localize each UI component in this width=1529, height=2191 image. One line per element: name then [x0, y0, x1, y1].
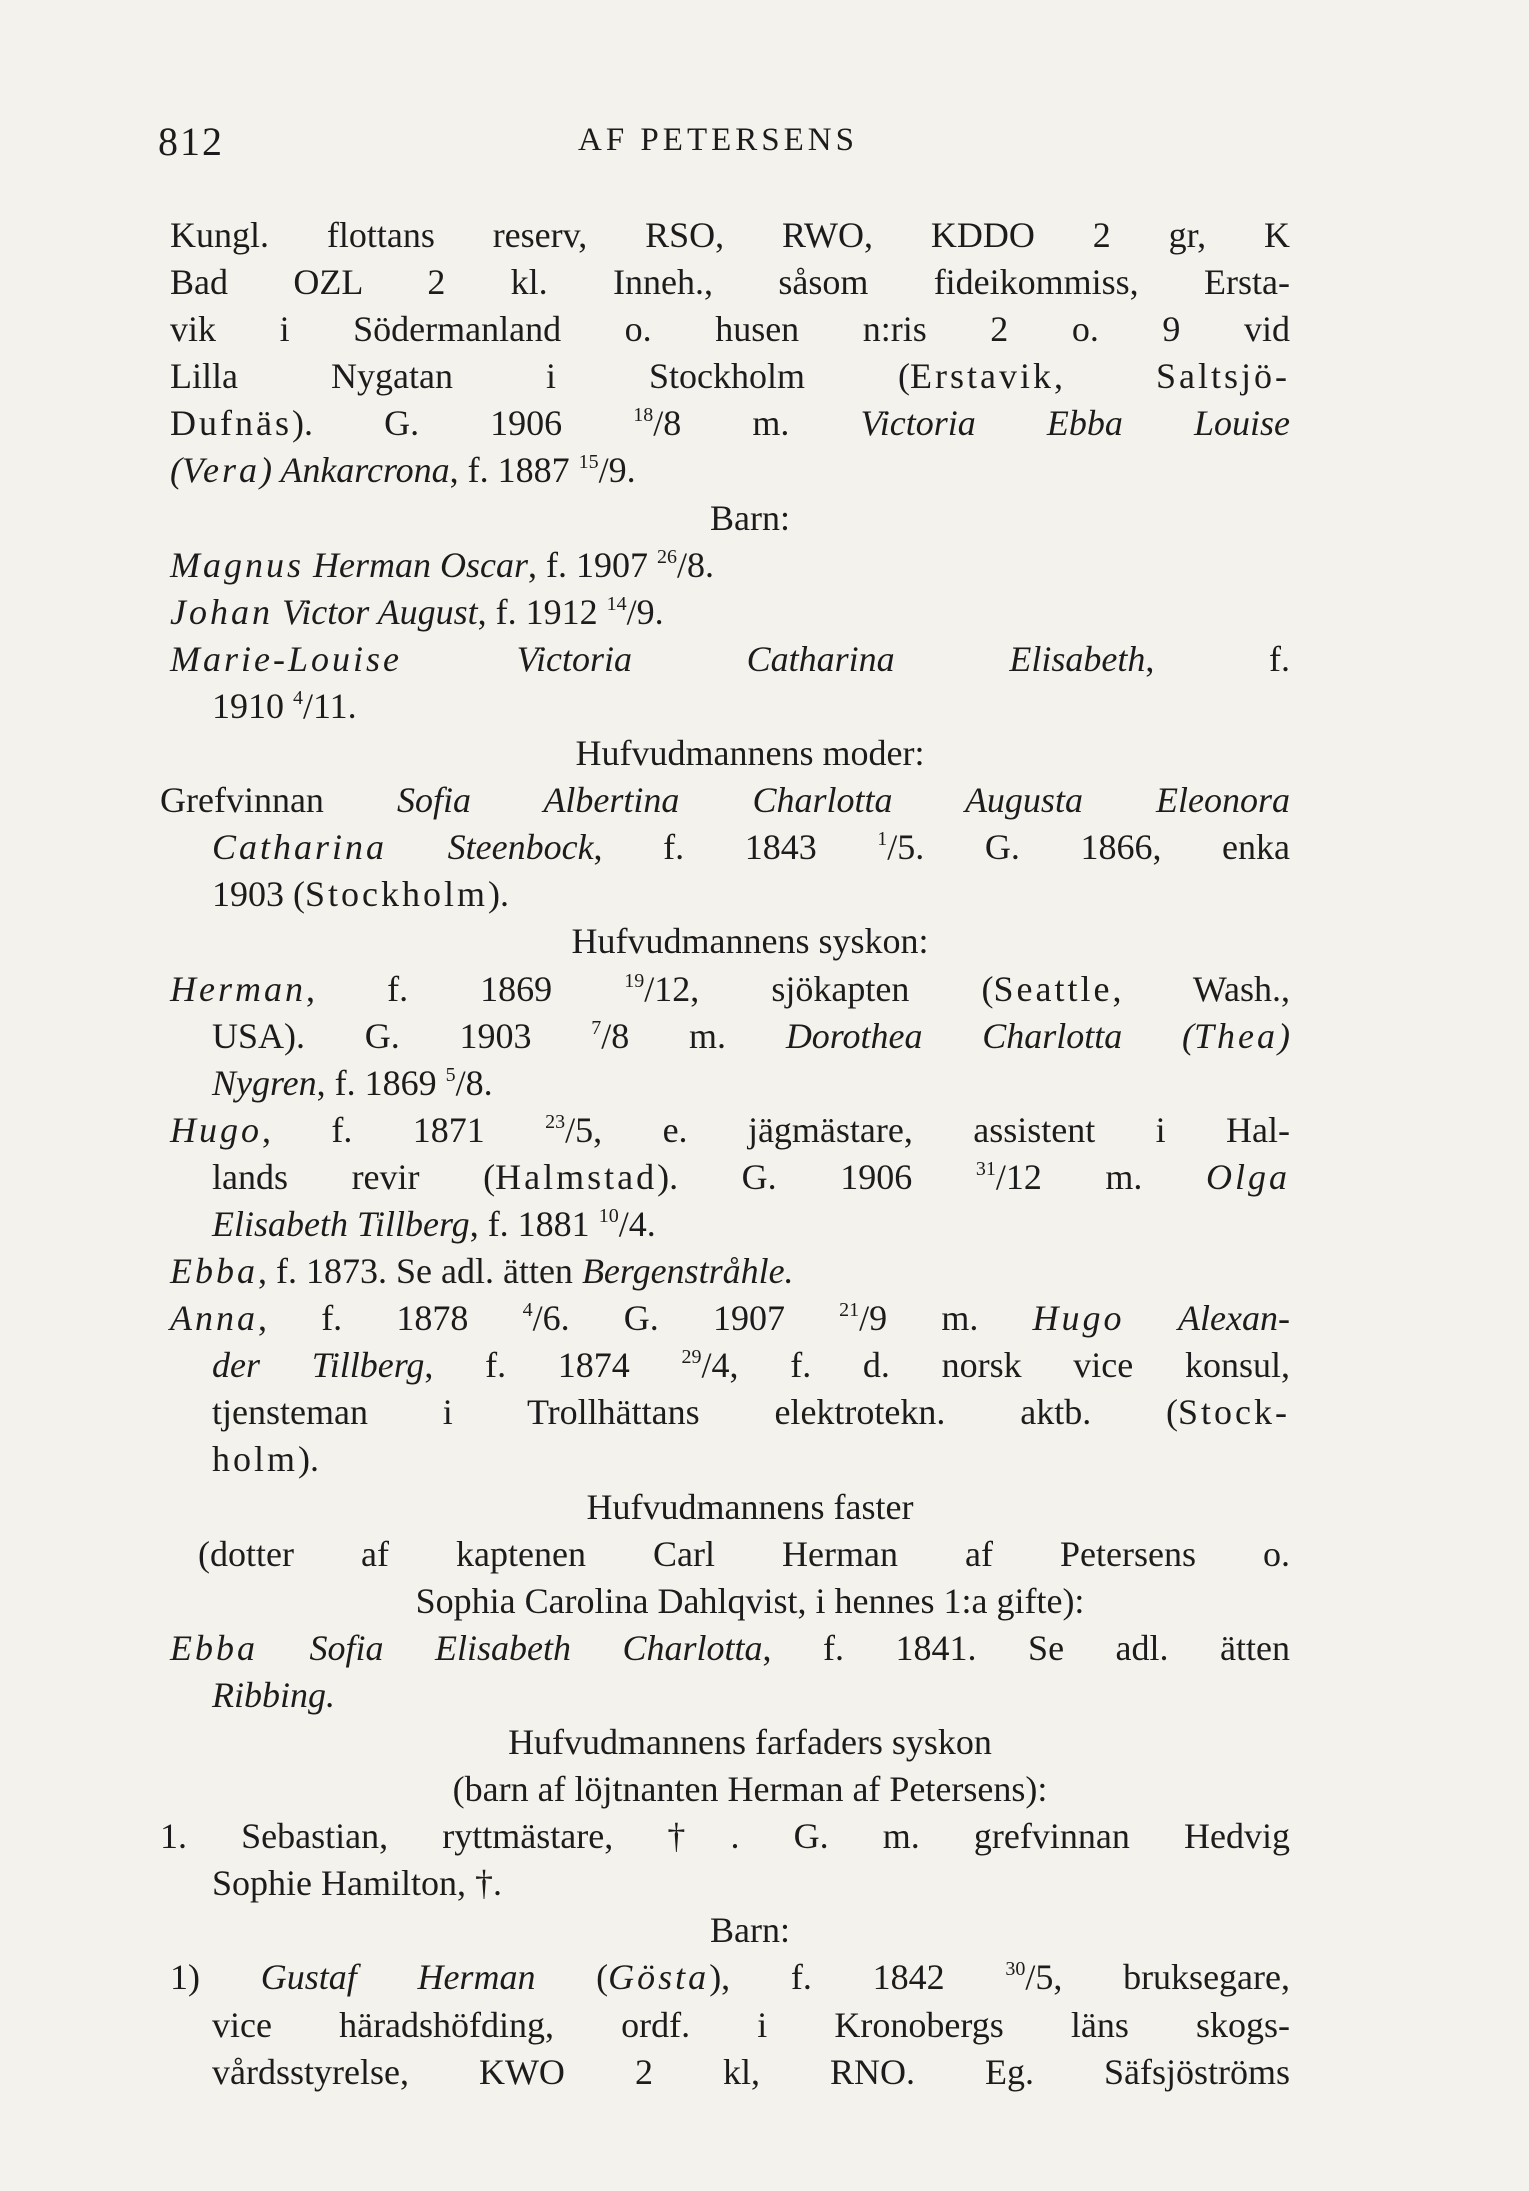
- text-line: Sophia Carolina Dahlqvist, i hennes 1:a gifte):: [415, 1580, 1085, 1621]
- text-line: USA). G. 1903 $^7$/8 m. Dorothea Charlotta (Thea): [212, 1015, 1290, 1056]
- page-number: 812: [158, 119, 224, 164]
- text-line: Herman, f. 1869 $^{19}$/12, sjökapten (Seattle, Wash.,: [170, 968, 1290, 1009]
- section-heading: Hufvudmannens farfaders syskon: [508, 1722, 992, 1762]
- text-line: Bad OZL 2 kl. Inneh., såsom fideikommiss, Ersta-: [170, 262, 1290, 303]
- genealogy-text: [160, 212, 1291, 2096]
- text-line: Ribbing.: [212, 1674, 335, 1715]
- running-head: AF PETERSENS: [578, 122, 858, 158]
- text-line: Kungl. flottans reserv, RSO, RWO, KDDO 2 gr, K: [170, 215, 1290, 255]
- text-line: Lilla Nygatan i Stockholm (Erstavik, Saltsjö-: [170, 356, 1290, 397]
- text-line: 1. Sebastian, ryttmästare, †. G. m. grefvinnan Hedvig: [160, 1816, 1290, 1857]
- section-heading: Hufvudmannens faster: [586, 1486, 914, 1527]
- section-heading: Barn:: [710, 497, 790, 538]
- section-heading: Hufvudmannens moder:: [575, 733, 925, 774]
- text-line: Elisabeth Tillberg, f. 1881 $^{10}$/4.: [212, 1203, 656, 1244]
- text-line: lands revir (Halmstad). G. 1906 $^{31}$/12 m. Olga: [212, 1156, 1290, 1197]
- text-line: (Vera) Ankarcrona, f. 1887 $^{15}$/9.: [170, 450, 636, 491]
- text-line: Ebba Sofia Elisabeth Charlotta, f. 1841. Se adl. ätten: [170, 1627, 1291, 1668]
- section-heading: Barn:: [710, 1910, 790, 1951]
- text-line: (dotter af kaptenen Carl Herman af Petersens o.: [198, 1533, 1290, 1574]
- text-line: der Tillberg, f. 1874 $^{29}$/4, f. d. norsk vice konsul,: [212, 1345, 1290, 1386]
- text-line: 1903 (Stockholm).: [212, 874, 510, 915]
- text-line: vik i Södermanland o. husen n:ris 2 o. 9 vid: [170, 309, 1290, 350]
- text-line: Johan Victor August, f. 1912 $^{14}$/9.: [170, 591, 664, 632]
- text-line: Marie-Louise Victoria Catharina Elisabeth, f.: [170, 638, 1290, 679]
- text-line: Anna, f. 1878 $^4$/6. G. 1907 $^{21}$/9 m. Hugo Alexan-: [170, 1298, 1290, 1339]
- text-line: 1910 $^4$/11.: [212, 685, 357, 726]
- text-line: Magnus Herman Oscar, f. 1907 $^{26}$/8.: [170, 544, 714, 585]
- section-heading: Hufvudmannens syskon:: [571, 921, 929, 962]
- text-line: holm).: [212, 1439, 320, 1480]
- text-line: Catharina Steenbock, f. 1843 $^1$/5. G. 1866, enka: [212, 827, 1291, 868]
- text-line: vice häradshöfding, ordf. i Kronobergs läns skogs-: [212, 2004, 1290, 2045]
- text-line: vårdsstyrelse, KWO 2 kl, RNO. Eg. Säfsjöströms: [212, 2051, 1290, 2092]
- text-line: Dufnäs). G. 1906 $^{18}$/8 m. Victoria Ebba Louise: [170, 403, 1290, 444]
- text-line: Sophie Hamilton, †.: [212, 1863, 502, 1904]
- text-line: Ebba, f. 1873. Se adl. ätten Bergenstråhle.: [170, 1251, 794, 1292]
- text-line: Nygren, f. 1869 $^5$/8.: [212, 1062, 493, 1103]
- text-line: (barn af löjtnanten Herman af Petersens):: [452, 1769, 1048, 1810]
- text-line: Grefvinnan Sofia Albertina Charlotta Augusta Eleonora: [160, 780, 1291, 821]
- text-line: Hugo, f. 1871 $^{23}$/5, e. jägmästare, assistent i Hal-: [170, 1109, 1290, 1150]
- text-line: 1) Gustaf Herman (Gösta), f. 1842 $^{30}$/5, bruksegare,: [170, 1957, 1290, 1998]
- text-line: tjensteman i Trollhättans elektrotekn. aktb. (Stock-: [212, 1392, 1290, 1433]
